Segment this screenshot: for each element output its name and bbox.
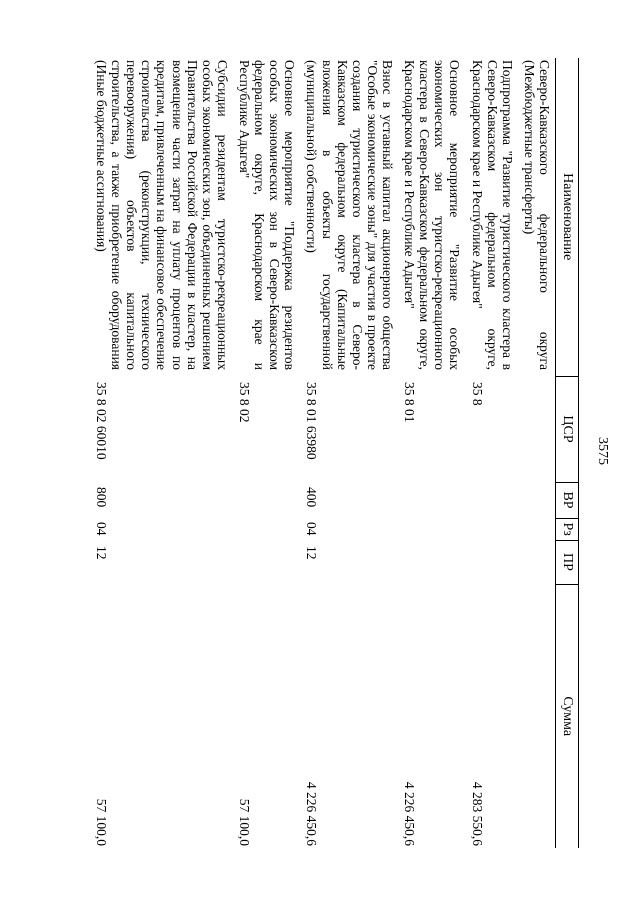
table-row xyxy=(465,58,517,848)
row-csr: 35 8 01 xyxy=(402,382,418,423)
row-vr xyxy=(233,482,300,518)
row-sum xyxy=(518,584,556,848)
row-csr: 35 8 01 63980 xyxy=(304,382,320,460)
budget-table-sheet xyxy=(85,58,579,848)
table-header-row xyxy=(556,58,579,848)
row-name: Северо-Кавказского федерального округа (Межбюджетные трансферты) xyxy=(521,60,552,370)
header-rz: Рз xyxy=(556,518,579,540)
row-name: Подпрограмма "Развитие туристического кластера в Северо-Кавказском федеральном округе, Краснодарском крае и Республике Адыгея" xyxy=(469,60,515,370)
row-pr: 12 xyxy=(304,546,320,560)
header-csr: ЦСР xyxy=(556,376,579,482)
row-rz: 04 xyxy=(304,522,320,536)
row-rz xyxy=(518,518,556,540)
row-pr: 12 xyxy=(94,546,110,560)
row-rz: 04 xyxy=(94,522,110,536)
row-sum: 57 100,0 xyxy=(237,798,253,846)
row-vr: 400 xyxy=(304,487,320,508)
table-row xyxy=(398,58,465,848)
row-name: Взнос в уставный капитал акционерного общества "Особые экономические зоны" для участия в проекте создания туристического кластера в Северо-Кавказском федеральном округе (Капитальные вложения в объекты государственной (муниципальной) собственности) xyxy=(304,60,396,370)
header-sum: Сумма xyxy=(556,584,579,848)
table-row xyxy=(233,58,300,848)
row-pr xyxy=(465,540,517,584)
header-name: Наименование xyxy=(556,58,579,376)
row-sum: 4 226 450,6 xyxy=(304,781,320,846)
row-vr: 800 xyxy=(94,487,110,508)
budget-table xyxy=(90,58,579,848)
row-sum: 57 100,0 xyxy=(94,798,110,846)
table-row xyxy=(300,58,398,848)
row-csr: 35 8 xyxy=(469,382,485,406)
row-name: Субсидии резидентам туристско-рекреационных особых экономических зон, объединенных решением Правительства Российской Федерации в кластер, на возмещение части затрат на уплату процентов по кредитам, привлеченным на финансовое обеспечение строительства (реконструкции, технического перевооружения) объектов капитального строительства, а также приобретение оборудования (Иные бюджетные ассигнования) xyxy=(94,60,230,370)
row-vr xyxy=(398,482,465,518)
row-name: Основное мероприятие "Поддержка резидентов особых экономических зон в Северо-Кавказском федеральном округе, Краснодарском крае и Республике Адыгея" xyxy=(237,60,298,370)
row-pr xyxy=(233,540,300,584)
row-rz xyxy=(233,518,300,540)
row-vr xyxy=(465,482,517,518)
row-sum: 4 283 550,6 xyxy=(469,781,485,846)
row-vr xyxy=(518,482,556,518)
table-row xyxy=(518,58,556,848)
row-pr xyxy=(518,540,556,584)
header-pr: ПР xyxy=(556,540,579,584)
page-number: 3575 xyxy=(595,437,610,465)
row-pr xyxy=(398,540,465,584)
row-csr: 35 8 02 xyxy=(237,382,253,423)
header-vr: ВР xyxy=(556,482,579,518)
row-sum: 4 226 450,6 xyxy=(402,781,418,846)
row-rz xyxy=(398,518,465,540)
table-row xyxy=(90,58,233,848)
row-name: Основное мероприятие "Развитие особых экономических зон туристско-рекреационного кластера в Северо-Кавказском федеральном округе, Краснодарском крае и Республике Адыгея" xyxy=(402,60,463,370)
row-csr xyxy=(518,376,556,482)
row-rz xyxy=(465,518,517,540)
row-csr: 35 8 02 60010 xyxy=(94,382,110,460)
